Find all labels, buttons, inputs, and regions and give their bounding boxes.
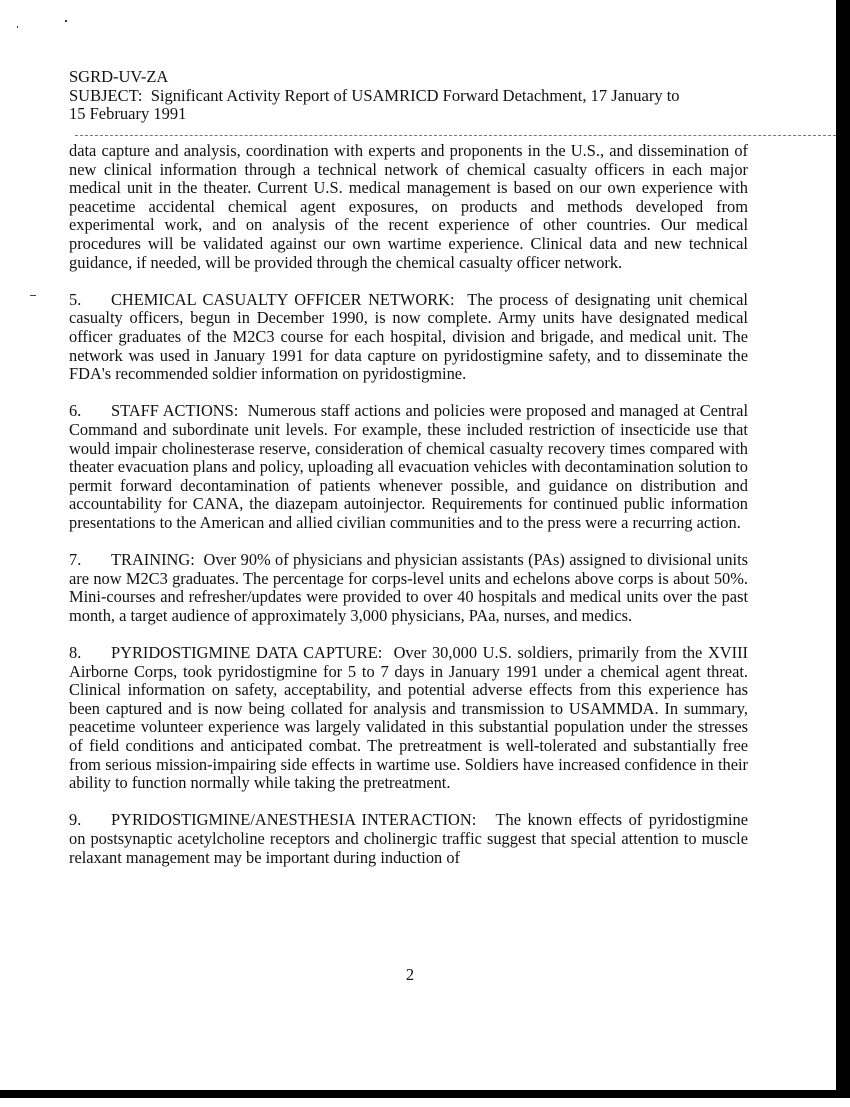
memo-header — [69, 68, 759, 124]
header-rule — [75, 135, 836, 136]
subject-line — [69, 87, 759, 106]
paragraph-heading: PYRIDOSTIGMINE DATA CAPTURE: — [111, 643, 383, 663]
paragraph-9 — [69, 811, 748, 867]
scan-speck — [17, 26, 18, 28]
paragraph-6 — [69, 402, 748, 532]
paragraph-number: 7. — [69, 550, 82, 570]
office-symbol: SGRD-UV-ZA — [69, 67, 169, 86]
paragraph-heading: STAFF ACTIONS: — [111, 401, 239, 421]
scan-border-right — [836, 0, 850, 1098]
paragraph-number: 6. — [69, 401, 82, 421]
scan-speck — [65, 20, 67, 22]
paragraph-text: Numerous staff actions and policies were proposed and managed at Central Command and subordinate unit levels. For example, these included restriction of insecticide use that would impair cholinesterase reserve, consideration of chemical casualty recovery times compared with theater evacuation plans and policy, uploading all evacuation vehicles with decontamination solution to permit forward decontamination of patients whenever possible, and guidance on distribution and accountability for CANA, the diazepam autoinjector. Requirements for continued public information presentations to the American and allied civilian communities and to the press were a recurring action. — [69, 401, 748, 532]
continuation-paragraph: data capture and analysis, coordination with experts and proponents in the U.S., and dissemination of new clinical information through a technical network of chemical casualty officers in each major medical unit in the theater. Current U.S. medical management is based on our own experience with peacetime accidental chemical agent exposures, on products and methods developed from experimental work, and on analysis of the recent experience of other countries. Our medical procedures will be validated against our own wartime experience. Clinical data and new technical guidance, if needed, will be provided through the chemical casualty officer network. — [69, 141, 748, 272]
subject-text: Significant Activity Report of USAMRICD Forward Detachment, 17 January to — [150, 85, 680, 105]
paragraph-8 — [69, 644, 748, 793]
paragraph-number: 9. — [69, 810, 82, 830]
subject-line-continued: 15 February 1991 — [69, 104, 187, 123]
paragraph-number: 8. — [69, 643, 82, 663]
paragraph-text: Over 90% of physicians and physician assistants (PAs) assigned to divisional units are now M2C3 graduates. The percentage for corps-level units and echelons above corps is about 50%. Mini-courses and refresher/updates were provided to over 40 hospitals and medical units over the past month, a target audience of approximately 3,000 physicians, PAa, nurses, and medics. — [69, 550, 748, 625]
margin-mark — [30, 295, 36, 296]
paragraph-text: The process of designating unit chemical casualty officers, begun in December 1990, is now complete. Army units have designated medical officer graduates of the M2C3 course for each hospital, division and brigade, and medical unit. The network was used in January 1991 for data capture on pyridostigmine safety, and to disseminate the FDA's recommended soldier information on pyridostigmine. — [69, 289, 748, 384]
paragraph-text: Over 30,000 U.S. soldiers, primarily from the XVIII Airborne Corps, took pyridostigmine for 5 to 7 days in January 1991 under a chemical agent threat. Clinical information on safety, acceptability, and potential adverse effects from this experience has been captured and is now being collated for analysis and transmission to USAMMDA. In summary, peacetime volunteer experience was largely validated in this substantial population under the stresses of field conditions and anticipated combat. The pretreatment is well-tolerated and substantially free from serious mission-impairing side effects in wartime use. Soldiers have increased confidence in their ability to function normally while taking the pretreatment. — [69, 643, 748, 793]
paragraph-text: The known effects of pyridostigmine on postsynaptic acetylcholine receptors and cholinergic traffic suggest that special attention to muscle relaxant management may be important during induction of — [69, 810, 748, 867]
paragraph-7 — [69, 551, 748, 625]
memo-body — [69, 142, 748, 886]
paragraph-heading: CHEMICAL CASUALTY OFFICER NETWORK: — [111, 289, 455, 309]
paragraph-heading: TRAINING: — [111, 550, 195, 570]
paragraph-number: 5. — [69, 289, 82, 309]
scan-border-bottom — [0, 1090, 850, 1098]
page-number: 2 — [405, 965, 415, 984]
paragraph-5 — [69, 291, 748, 384]
subject-label: SUBJECT: — [69, 85, 143, 105]
paragraph-heading: PYRIDOSTIGMINE/ANESTHESIA INTERACTION: — [111, 810, 477, 830]
